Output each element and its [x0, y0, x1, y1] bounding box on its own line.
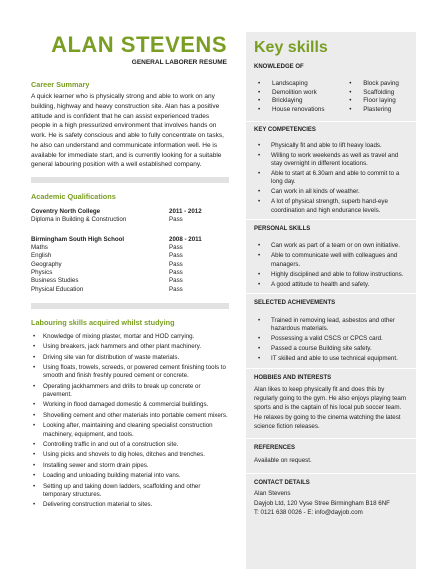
subject-result: Pass — [169, 268, 183, 276]
list-item: • Using floats, trowels, screeds, or powered cement finishing tools to smooth and finish freshly poured cement or concrete. — [31, 364, 229, 381]
list-item: • Setting up and taking down ladders, scaffolding and other temporary structures. — [31, 483, 229, 500]
college-years: 2011 - 2012 — [169, 207, 202, 215]
list-item: • Physically fit and able to lift heavy loads. — [254, 142, 408, 150]
school-years: 2008 - 2011 — [169, 235, 202, 243]
college-course: Diploma in Building & Construction — [31, 216, 127, 224]
left-column — [31, 34, 229, 512]
labouring-list — [31, 333, 229, 510]
school-name: Birmingham South High School — [31, 235, 125, 243]
personal-heading: PERSONAL SKILLS — [254, 226, 311, 233]
knowledge-item: • Bricklaying — [254, 97, 341, 106]
knowledge-heading: KNOWLEDGE OF — [254, 64, 304, 70]
list-item: • A lot of physical strength, superb hand-eye coordination and high endurance levels. — [254, 198, 408, 215]
list-item: • IT skilled and able to use technical equipment. — [254, 355, 408, 363]
list-item: • Trained in removing lead, asbestos and other hazardous materials. — [254, 317, 408, 334]
list-item: • Able to start at 6.30am and able to commit to a long day. — [254, 170, 408, 187]
subject-row — [31, 277, 229, 285]
subject-name: Maths — [31, 243, 48, 251]
career-summary-title: Career Summary — [31, 79, 90, 89]
list-item: • Shovelling cement and other materials into portable cement mixers. — [31, 412, 229, 420]
knowledge-item: • House renovations — [254, 106, 341, 115]
career-summary-text: A quick learner who is physically strong and able to work on any building, highway and heavy construction site. Alan has a positive attitude and is confident that he can assist experienced trades people in a high pressurized environment that involves hands on work. He is safety conscious and able to fully concentrate on tasks, he also can understand and communicate information well. He is available for immediate start, and is currently looking for a suitable general labouring position with a well established company. — [31, 93, 224, 169]
list-item: • A good attitude to health and safety. — [254, 281, 408, 289]
knowledge-item: • Block paving — [345, 80, 408, 89]
section-divider — [246, 293, 416, 294]
knowledge-col-2 — [345, 80, 408, 115]
list-item: • Able to communicate well with colleagues and managers. — [254, 252, 408, 269]
section-divider — [246, 368, 416, 369]
achievements-list — [254, 317, 408, 364]
list-item: • Working in flood damaged domestic & commercial buildings. — [31, 401, 229, 409]
knowledge-col-1 — [254, 80, 341, 115]
subject-name: Physical Education — [31, 285, 84, 293]
list-item: • Looking after, maintaining and cleaning specialist construction machinery, equipment, and tools. — [31, 422, 229, 439]
section-divider — [31, 177, 229, 183]
list-item: • Installing sewer and storm drain pipes. — [31, 462, 229, 470]
school-table — [31, 236, 229, 295]
academic-section — [31, 192, 229, 294]
competencies-heading: KEY COMPETENCIES — [254, 126, 316, 133]
achievements-heading: SELECTED ACHIEVEMENTS — [254, 300, 336, 307]
college-table — [31, 208, 229, 225]
subject-row — [31, 261, 229, 269]
college-result: Pass — [169, 216, 183, 224]
personal-list — [254, 242, 408, 289]
list-item: • Driving site van for distribution of waste materials. — [31, 354, 229, 362]
subject-result: Pass — [169, 260, 183, 268]
section-divider — [31, 303, 229, 309]
competencies-list — [254, 142, 408, 216]
knowledge-grid — [254, 80, 408, 115]
knowledge-item: • Scaffolding — [345, 89, 408, 98]
list-item: • Possessing a valid CSCS or CPCS card. — [254, 335, 408, 343]
subject-row — [31, 252, 229, 260]
subject-result: Pass — [169, 277, 183, 285]
list-item: • Using breakers, jack hammers and other plant machinery. — [31, 343, 229, 351]
list-item: • Knowledge of mixing plaster, mortar and HOD carrying. — [31, 333, 229, 341]
contact-phone-email: T: 0121 638 0026 - E: info@dayjob.com — [254, 509, 363, 516]
subject-name: Business Studies — [31, 277, 79, 285]
list-item: • Delivering construction material to sites. — [31, 501, 229, 509]
labouring-section — [31, 318, 229, 510]
knowledge-item: • Floor laying — [345, 97, 408, 106]
candidate-name: ALAN STEVENS — [51, 32, 227, 57]
list-item: • Loading and unloading building material into vans. — [31, 472, 229, 480]
subject-name: English — [31, 252, 52, 260]
subject-name: Geography — [31, 260, 62, 268]
subject-row — [31, 286, 229, 294]
hobbies-heading: HOBBIES AND INTERESTS — [254, 374, 332, 381]
list-item: • Using picks and shovels to dig holes, ditches and trenches. — [31, 451, 229, 459]
list-item: • Passed a course Building site safety. — [254, 345, 408, 353]
list-item: • Can work as part of a team or on own initiative. — [254, 242, 408, 250]
right-column — [246, 32, 416, 569]
resume-subtitle: GENERAL LABORER RESUME — [131, 59, 227, 66]
knowledge-item: • Demolition work — [254, 89, 341, 98]
labouring-title: Labouring skills acquired whilst studying — [31, 318, 175, 328]
subject-result: Pass — [169, 285, 183, 293]
subject-result: Pass — [169, 243, 183, 251]
list-item: • Highly disciplined and able to follow instructions. — [254, 271, 408, 279]
section-divider — [246, 438, 416, 439]
subject-result: Pass — [169, 252, 183, 260]
knowledge-item: • Landscaping — [254, 80, 341, 89]
section-divider — [246, 219, 416, 220]
contact-name: Alan Stevens — [254, 490, 291, 498]
list-item: • Controlling traffic in and out of a construction site. — [31, 441, 229, 449]
subject-name: Physics — [31, 268, 53, 276]
hobbies-text: Alan likes to keep physically fit and does this by regularly going to the gym. He also enjoys playing team sports and is the captain of his local pub soccer team. He relaxes by going to the cinema watching the latest science fiction releases. — [254, 385, 407, 430]
list-item: • Operating jackhammers and drills to break up concrete or pavement. — [31, 383, 229, 400]
contact-address: Dayjob Ltd, 120 Vyse Stree Birmingham B18 6NF — [254, 499, 390, 507]
subject-row — [31, 244, 229, 252]
contact-heading: CONTACT DETAILS — [254, 479, 310, 486]
knowledge-item: • Plastering — [345, 106, 408, 115]
academic-title: Academic Qualifications — [31, 192, 116, 202]
list-item: • Willing to work weekends as well as travel and stay overnight in different locations. — [254, 152, 408, 169]
section-divider — [246, 473, 416, 474]
college-name: Coventry North College — [31, 207, 101, 215]
section-divider — [246, 121, 416, 122]
list-item: • Can work in all kinds of weather. — [254, 188, 408, 196]
career-summary-section — [31, 80, 229, 171]
references-heading: REFERENCES — [254, 445, 296, 452]
key-skills-title: Key skills — [254, 39, 328, 56]
subject-row — [31, 269, 229, 277]
references-text: Available on request. — [254, 457, 312, 465]
